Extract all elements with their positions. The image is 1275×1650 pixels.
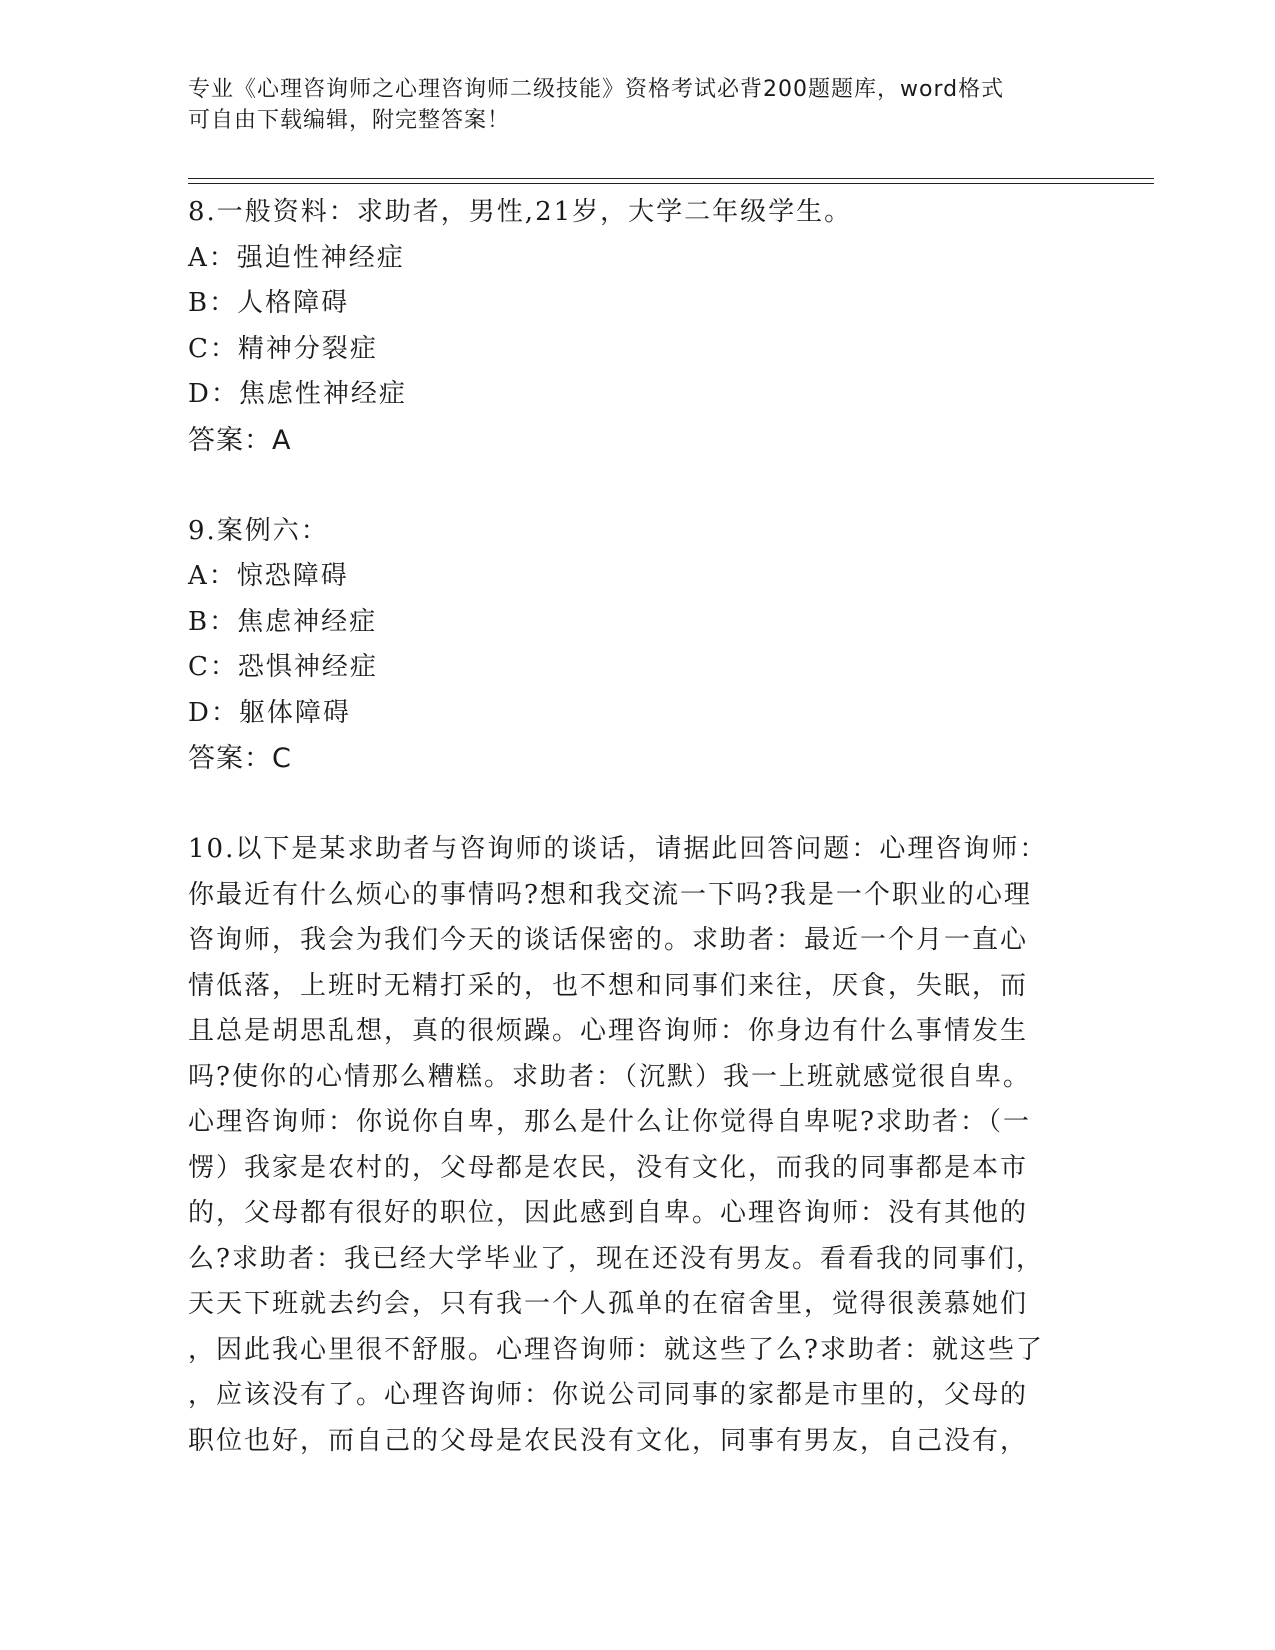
passage-line: 且总是胡思乱想，真的很烦躁。心理咨询师：你身边有什么事情发生 [188,1016,1029,1046]
option-b: B：焦虑神经症 [188,606,378,637]
document-content [188,190,1068,1464]
passage-line: 的，父母都有很好的职位，因此感到自卑。心理咨询师：没有其他的 [188,1198,1029,1228]
answer: 答案：A [188,424,292,456]
header-divider-bottom [188,183,1154,184]
header-title-line1: 专业《心理咨询师之心理咨询师二级技能》资格考试必背200题题库，word格式 [188,77,1005,102]
option-c: C：恐惧神经症 [188,652,378,682]
document-header [188,74,1068,136]
question-10-passage [188,827,1068,1464]
spacer [188,782,1068,828]
passage-line: 么?求助者：我已经大学毕业了，现在还没有男友。看看我的同事们， [188,1243,1044,1274]
header-divider-top [188,178,1154,179]
passage-line: 愣）我家是农村的，父母都是农民，没有文化，而我的同事都是本市 [188,1152,1029,1183]
header-title-line2: 可自由下载编辑，附完整答案！ [188,108,511,133]
passage-line: 职位也好，而自己的父母是农民没有文化，同事有男友，自己没有， [188,1425,1029,1456]
option-d: D：焦虑性神经症 [188,379,407,409]
passage-line: 天天下班就去约会，只有我一个人孤单的在宿舍里，觉得很羡慕她们 [188,1289,1029,1319]
option-a: A：惊恐障碍 [188,561,349,591]
question-stem: 9.案例六： [188,515,329,546]
passage-line: ，应该没有了。心理咨询师：你说公司同事的家都是市里的，父母的 [188,1380,1029,1410]
question-9 [188,509,1068,782]
passage-line: 咨询师，我会为我们今天的谈话保密的。求助者：最近一个月一直心 [188,925,1029,955]
passage-line: 吗?使你的心情那么糟糕。求助者：（沉默）我一上班就感觉很自卑。 [188,1061,1031,1092]
spacer [188,463,1068,509]
passage-line: ，因此我心里很不舒服。心理咨询师：就这些了么?求助者：就这些了 [188,1334,1044,1365]
option-b: B：人格障碍 [188,288,350,318]
option-c: C：精神分裂症 [188,333,378,364]
passage-line: 心理咨询师：你说你自卑，那么是什么让你觉得自卑呢?求助者：（一 [188,1107,1031,1137]
option-d: D：躯体障碍 [188,697,351,728]
passage-line: 10.以下是某求助者与咨询师的谈话，请据此回答问题：心理咨询师： [188,834,1048,864]
question-stem: 8.一般资料：求助者，男性,21岁，大学二年级学生。 [188,197,853,227]
passage-line: 你最近有什么烦心的事情吗?想和我交流一下吗?我是一个职业的心理 [188,879,1032,910]
passage-line: 情低落，上班时无精打采的，也不想和同事们来往，厌食，失眠，而 [188,970,1029,1001]
option-a: A：强迫性神经症 [188,242,405,273]
answer: 答案：C [188,743,292,774]
question-8 [188,190,1068,463]
